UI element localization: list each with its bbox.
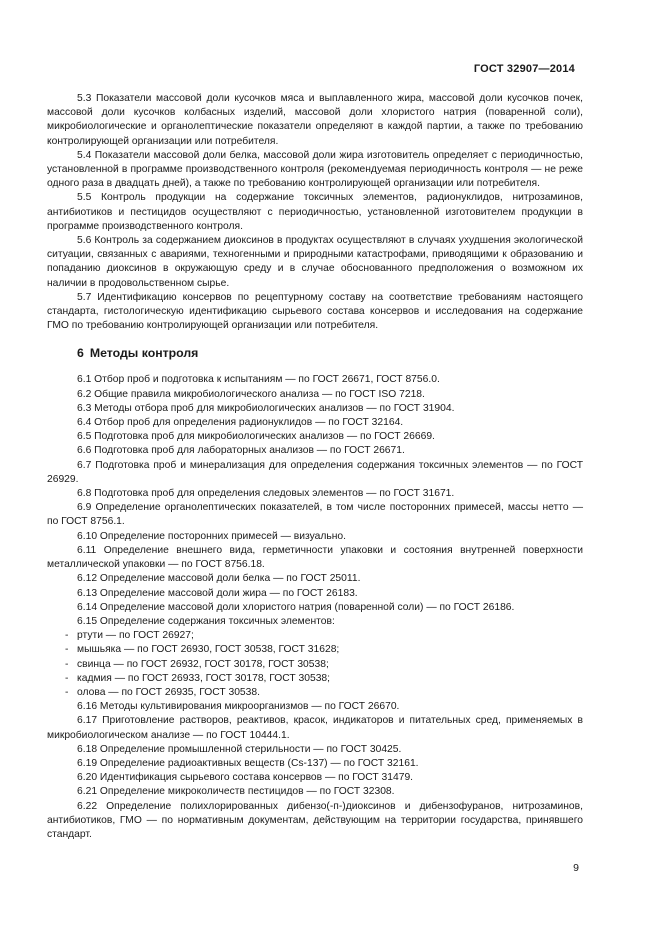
- clause-6-9: 6.9 Определение органолептических показателей, в том числе посторонних примесей, массы нетто — по ГОСТ 8756.1.: [47, 502, 583, 528]
- paragraph-5-7: 5.7 Идентификацию консервов по рецептурному составу на соответствие требованиям настоящего стандарта, гистологическую идентификацию сырьевого состава консервов и исследования на содержание ГМО по требованию контролирующей организации или потребителя.: [47, 291, 583, 332]
- list-item-text: кадмия — по ГОСТ 26933, ГОСТ 30178, ГОСТ 30538;: [77, 672, 331, 684]
- paragraph-5-4: 5.4 Показатели массовой доли белка, массовой доли жира изготовитель определяет с периодичностью, установленной в программе производственного контроля (рекомендуемая периодичность контроля — не реже одного раза в двадцать дней), а также по требованию контролирующей организации или потребителя.: [47, 149, 583, 190]
- list-item-text: мышьяка — по ГОСТ 26930, ГОСТ 30538, ГОСТ 31628;: [77, 644, 340, 656]
- clause-6-16: 6.16 Методы культивирования микроорганизмов — по ГОСТ 26670.: [77, 701, 400, 713]
- clause-6-15: 6.15 Определение содержания токсичных элементов:: [77, 615, 335, 627]
- section-title: Методы контроля: [89, 346, 199, 361]
- clause-6-6: 6.6 Подготовка проб для лабораторных анализов — по ГОСТ 26671.: [77, 445, 405, 457]
- paragraph-5-3: 5.3 Показатели массовой доли кусочков мяса и выплавленного жира, массовой доли кусочков почек, массовой доли кусочков колбасных изделий, массовой доли хлористого натрия (поваренной соли), микробиологические и органолептические показатели определяют в каждой партии, а также по требованию контролирующей организации или потребителя.: [47, 93, 583, 147]
- list-item-lead: - свинца — по ГОСТ 26932, ГОСТ 30178, ГОСТ 30538;: [65, 658, 329, 670]
- section-number: 6: [77, 346, 84, 361]
- paragraph-5-5: 5.5 Контроль продукции на содержание токсичных элементов, радионуклидов, нитрозаминов, антибиотиков и пестицидов осуществляют с периодичностью, установленной изготовителем продукции в программе производственного контроля.: [47, 192, 583, 232]
- list-item-text: олова — по ГОСТ 26935, ГОСТ 30538.: [77, 686, 260, 698]
- clause-6-22: 6.22 Определение полихлорированных дибензо(-п-)диоксинов и дибензофуранов, нитрозаминов, антибиотиков, ГМО — по нормативным документам, действующим на территории государства, принявшего стандарт.: [47, 800, 583, 840]
- list-item-cadmium: - кадмия — по ГОСТ 26933, ГОСТ 30178, ГОСТ 30538;: [65, 672, 331, 684]
- section-6-heading: [47, 345, 583, 361]
- clause-6-20: 6.20 Идентификация сырьевого состава консервов — по ГОСТ 31479.: [77, 772, 414, 784]
- page-number: 9: [573, 862, 579, 874]
- clause-6-1: 6.1 Отбор проб и подготовка к испытаниям — по ГОСТ 26671, ГОСТ 8756.0.: [77, 374, 440, 386]
- clause-6-21: 6.21 Определение микроколичеств пестицидов — по ГОСТ 32308.: [77, 786, 395, 798]
- list-item-tin: - олова — по ГОСТ 26935, ГОСТ 30538.: [65, 686, 260, 698]
- document-code-header: ГОСТ 32907—2014: [473, 63, 575, 75]
- list-item-mercury: - ртути — по ГОСТ 26927;: [65, 630, 194, 642]
- clause-6-10: 6.10 Определение посторонних примесей — визуально.: [77, 530, 346, 542]
- clause-6-3: 6.3 Методы отбора проб для микробиологических анализов — по ГОСТ 31904.: [77, 402, 455, 414]
- clause-6-7: 6.7 Подготовка проб и минерализация для определения содержания токсичных элементов — по ГОСТ 26929.: [47, 459, 583, 485]
- paragraph-5-6: 5.6 Контроль за содержанием диоксинов в продуктах осуществляют в случаях ухудшения экологической ситуации, связанных с авариями, техногенными и природными катастрофами, приводящими к образованию и попаданию диоксинов в окружающую среду и в случае обоснованного предположения о возможном их наличии в продовольственном сырье.: [47, 235, 583, 289]
- list-item-arsenic: - мышьяка — по ГОСТ 26930, ГОСТ 30538, ГОСТ 31628;: [65, 644, 340, 656]
- clause-6-18: 6.18 Определение промышленной стерильности — по ГОСТ 30425.: [77, 743, 402, 755]
- clause-6-13: 6.13 Определение массовой доли жира — по ГОСТ 26183.: [77, 587, 358, 599]
- clause-6-12: 6.12 Определение массовой доли белка — по ГОСТ 25011.: [77, 573, 361, 585]
- clause-6-11: 6.11 Определение внешнего вида, герметичности упаковки и состояния внутренней поверхности металлической упаковки — по ГОСТ 8756.18.: [47, 544, 583, 571]
- clause-6-2: 6.2 Общие правила микробиологического анализа — по ГОСТ ISO 7218.: [77, 388, 425, 400]
- list-item-text: ртути — по ГОСТ 26927;: [77, 630, 194, 642]
- clause-6-14: 6.14 Определение массовой доли хлористого натрия (поваренной соли) — по ГОСТ 26186.: [77, 601, 515, 613]
- clause-6-4: 6.4 Отбор проб для определения радионуклидов — по ГОСТ 32164.: [77, 417, 404, 429]
- clause-6-17: 6.17 Приготовление растворов, реактивов, красок, индикаторов и питательных сред, применяемых в микробиологическом анализе — по ГОСТ 10444.1.: [47, 715, 583, 741]
- clause-6-8: 6.8 Подготовка проб для определения следовых элементов — по ГОСТ 31671.: [77, 488, 455, 500]
- clause-6-19: 6.19 Определение радиоактивных веществ (Cs-137) — по ГОСТ 32161.: [77, 757, 419, 769]
- list-item-text: свинца — по ГОСТ 26932, ГОСТ 30178, ГОСТ 30538;: [77, 658, 329, 670]
- clause-6-5: 6.5 Подготовка проб для микробиологических анализов — по ГОСТ 26669.: [77, 431, 435, 443]
- page-content: [47, 92, 583, 842]
